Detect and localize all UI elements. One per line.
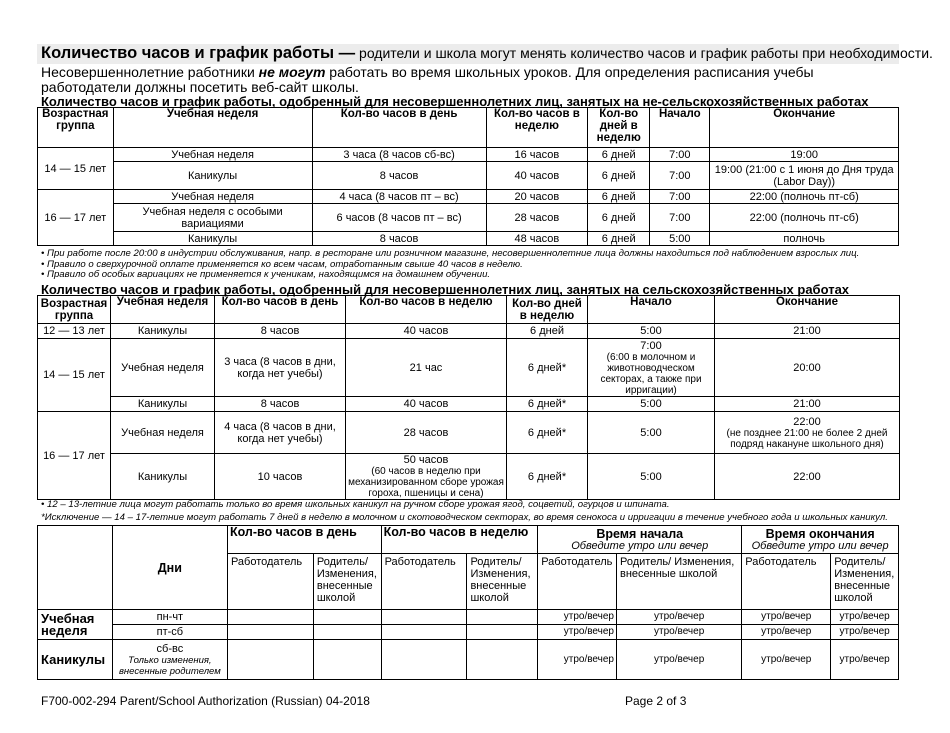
ampm-choice[interactable]: утро/вечер [831,640,899,680]
vacation-label: Каникулы [38,640,113,680]
table-row [38,454,900,500]
days-header: Дни [112,526,227,610]
cell [588,339,715,397]
cell: 10 часов [215,454,346,500]
hours-input[interactable] [467,640,538,680]
table-row [38,204,899,232]
ampm-choice[interactable]: утро/вечер [742,610,831,625]
school-week-label: Учебная неделя [38,610,113,640]
cell: 6 дней [588,232,650,246]
title-bold: Количество часов и график работы — [41,44,356,62]
end-time-note: Обведите утро или вечер [751,539,889,552]
nonag-h-start: Начало [650,108,710,148]
cell: 5:00 [588,454,715,500]
intro-part2: работать во время школьных уроков. Для определения расписания учебы работодатели должны посетить веб-сайт школы. [41,64,814,95]
ampm-choice[interactable]: утро/вечер [831,610,899,625]
cell: 19:00 (21:00 с 1 июня до Дня труда (Labor Day)) [710,162,899,190]
cell: Учебная неделя [113,190,312,204]
cell: Учебная неделя с особыми вариациями [113,204,312,232]
table-row [38,397,900,412]
cell: 7:00 [650,190,710,204]
intro-part1: Несовершеннолетние работники [41,64,259,80]
cell: 16 часов [486,148,588,162]
start-time-title: Время начала [596,526,684,541]
cell: 5:00 [588,412,715,454]
cell: 8 часов [312,162,486,190]
day-range: пн-чт [112,610,227,625]
parent-label: Родитель/ Изменения, внесенные школой [467,554,538,610]
age-group: 16 — 17 лет [38,190,114,246]
nonag-h-hday: Кол-во часов в день [312,108,486,148]
cell: 21 час [346,339,507,397]
cell: 6 дней [588,162,650,190]
cell: 7:00 [650,162,710,190]
ag-h-hday: Кол-во часов в день [215,296,346,324]
cell: Каникулы [113,232,312,246]
hours-input[interactable] [313,625,381,640]
cell: полночь [710,232,899,246]
ag-h-start: Начало [588,296,715,324]
day-range-text: сб-вс [156,642,184,655]
cell: 6 дней* [507,339,588,397]
cell: 3 часа (8 часов в дни, когда нет учебы) [215,339,346,397]
parent-label: Родитель/ Изменения, внесенные школой [617,554,742,610]
cell: 8 часов [215,397,346,412]
cell: 28 часов [346,412,507,454]
cell: Каникулы [111,324,215,339]
cell: 6 дней [588,190,650,204]
nonag-title: Количество часов и график работы, одобренный для несовершеннолетних лиц, занятых на не-сельскохозяйственных работах [41,94,869,109]
ampm-choice[interactable]: утро/вечер [742,640,831,680]
hours-input[interactable] [467,610,538,625]
cell: 8 часов [312,232,486,246]
note: • Правило о сверхурочной оплате применяется ко всем часам, отработанным свыше 40 часов в неделю. [41,258,523,270]
cell: 21:00 [715,397,900,412]
cell [715,412,900,454]
hours-input[interactable] [313,610,381,625]
nonag-h-week: Учебная неделя [113,108,312,148]
table-row [38,162,899,190]
note: *Исключение — 14 – 17-летние могут работать 7 дней в неделю в молочном и скотоводческом секторах, во время сенокоса и ирригации в течение учебного года и школьных каникул. [41,511,888,523]
intro-emphasis: не могут [258,64,326,80]
ampm-choice[interactable]: утро/вечер [617,610,742,625]
ampm-choice[interactable]: утро/вечер [538,640,617,680]
hours-week-header: Кол-во часов в неделю [381,526,538,554]
table-row [38,610,899,625]
ampm-choice[interactable]: утро/вечер [742,625,831,640]
day-range-note: Только изменения, внесенные родителем [118,654,221,677]
hours-input[interactable] [467,625,538,640]
nonag-h-age: Возрастная группа [38,108,114,148]
ag-h-hweek: Кол-во часов в неделю [346,296,507,324]
ampm-choice[interactable]: утро/вечер [538,625,617,640]
cell: 40 часов [346,324,507,339]
cell: 6 дней* [507,454,588,500]
parent-label: Родитель/ Изменения, внесенные школой [313,554,381,610]
nonag-h-days: Кол-во дней в неделю [588,108,650,148]
cell [346,454,507,500]
ag-h-week: Учебная неделя [111,296,215,324]
table-row [38,232,899,246]
cell: 22:00 [715,454,900,500]
week-main: 50 часов [403,454,449,466]
cell: 21:00 [715,324,900,339]
cell: 7:00 [650,204,710,232]
hours-input[interactable] [313,640,381,680]
end-note: (не позднее 21:00 не более 2 дней подряд накануне школьного дня) [726,427,888,450]
cell: 40 часов [346,397,507,412]
week-note: (60 часов в неделю при механизированном сборе урожая гороха, пшеницы и сена) [348,466,504,499]
cell: 5:00 [650,232,710,246]
hours-input[interactable] [381,610,467,625]
nonag-table [37,107,899,246]
nonag-header-row [38,108,899,148]
cell: Учебная неделя [113,148,312,162]
ag-h-days: Кол-во дней в неделю [507,296,588,324]
cell: 20:00 [715,339,900,397]
age-group: 14 — 15 лет [38,148,114,190]
form-id: F700-002-294 Parent/School Authorization (Russian) 04-2018 [41,694,370,708]
start-note: (6:00 в молочном и животноводческом секторах, а также при ирригации) [600,351,702,396]
end-time: 22:00 [793,415,821,428]
nonag-notes [41,249,859,281]
blank-corner [38,526,113,610]
nonag-h-hweek: Кол-во часов в неделю [486,108,588,148]
ampm-choice[interactable]: утро/вечер [831,625,899,640]
cell: 6 дней [507,324,588,339]
start-time: 7:00 [640,339,662,352]
start-time-note: Обведите утро или вечер [571,539,709,552]
employer-label: Работодатель [742,554,831,610]
page-title [41,44,933,63]
start-time-header [538,526,742,554]
ampm-choice[interactable]: утро/вечер [538,610,617,625]
cell: Каникулы [113,162,312,190]
cell: 7:00 [650,148,710,162]
cell: Учебная неделя [111,412,215,454]
schedule-table [37,525,899,680]
intro-text [41,65,901,95]
cell: 28 часов [486,204,588,232]
table-row [38,625,899,640]
cell: 6 дней* [507,397,588,412]
cell: 40 часов [486,162,588,190]
hours-input[interactable] [381,640,467,680]
employer-label: Работодатель [538,554,617,610]
age-group: 16 — 17 лет [38,412,111,500]
cell: 20 часов [486,190,588,204]
hours-input[interactable] [227,610,313,625]
cell: 22:00 (полночь пт-сб) [710,190,899,204]
note: • 12 – 13-летние лица могут работать только во время школьных каникул на ручном сборе урожая ягод, соцветий, огурцов и шпината. [41,499,670,510]
table-row [38,190,899,204]
parent-label: Родитель/ Изменения, внесенные школой [831,554,899,610]
schedule-header-row [38,526,899,554]
ag-header-row [38,296,900,324]
title-rest: родители и школа могут менять количество часов и график работы при необходимости. [355,45,933,61]
ampm-choice[interactable]: утро/вечер [617,625,742,640]
nonag-h-end: Окончание [710,108,899,148]
table-row [38,640,899,680]
hours-input[interactable] [381,625,467,640]
cell: 4 часа (8 часов в дни, когда нет учебы) [215,412,346,454]
cell: 6 часов (8 часов пт – вс) [312,204,486,232]
cell: 48 часов [486,232,588,246]
table-row [38,339,900,397]
note: • Правило об особых вариациях не применяется к ученикам, находящимся на домашнем обучении. [41,269,491,280]
note: • При работе после 20:00 в индустрии обслуживания, напр. в ресторане или розничном магазине, несовершеннолетние лица должны находиться под наблюдением взрослых лиц. [41,248,860,259]
end-time-title: Время окончания [765,526,875,541]
hours-input[interactable] [227,625,313,640]
day-range [112,640,227,680]
ag-h-end: Окончание [715,296,900,324]
ag-h-age: Возрастная группа [38,296,111,324]
table-row [38,148,899,162]
ag-table [37,295,900,500]
cell: 3 часа (8 часов сб-вс) [312,148,486,162]
employer-label: Работодатель [381,554,467,610]
cell: 5:00 [588,324,715,339]
ag-title: Количество часов и график работы, одобренный для несовершеннолетних лиц, занятых на сельскохозяйственных работах [41,282,850,297]
hours-input[interactable] [227,640,313,680]
cell: 6 дней* [507,412,588,454]
cell: 19:00 [710,148,899,162]
cell: Учебная неделя [111,339,215,397]
cell: 6 дней [588,204,650,232]
end-time-header [742,526,899,554]
cell: Каникулы [111,397,215,412]
cell: Каникулы [111,454,215,500]
employer-label: Работодатель [227,554,313,610]
table-row [38,324,900,339]
cell: 5:00 [588,397,715,412]
ag-notes [41,500,888,523]
age-group: 14 — 15 лет [38,339,111,412]
day-range: пт-сб [112,625,227,640]
ampm-choice[interactable]: утро/вечер [617,640,742,680]
cell: 6 дней [588,148,650,162]
cell: 8 часов [215,324,346,339]
hours-day-header: Кол-во часов в день [227,526,381,554]
cell: 4 часа (8 часов пт – вс) [312,190,486,204]
page-number: Page 2 of 3 [625,694,687,708]
table-row [38,412,900,454]
age-group: 12 — 13 лет [38,324,111,339]
cell: 22:00 (полночь пт-сб) [710,204,899,232]
